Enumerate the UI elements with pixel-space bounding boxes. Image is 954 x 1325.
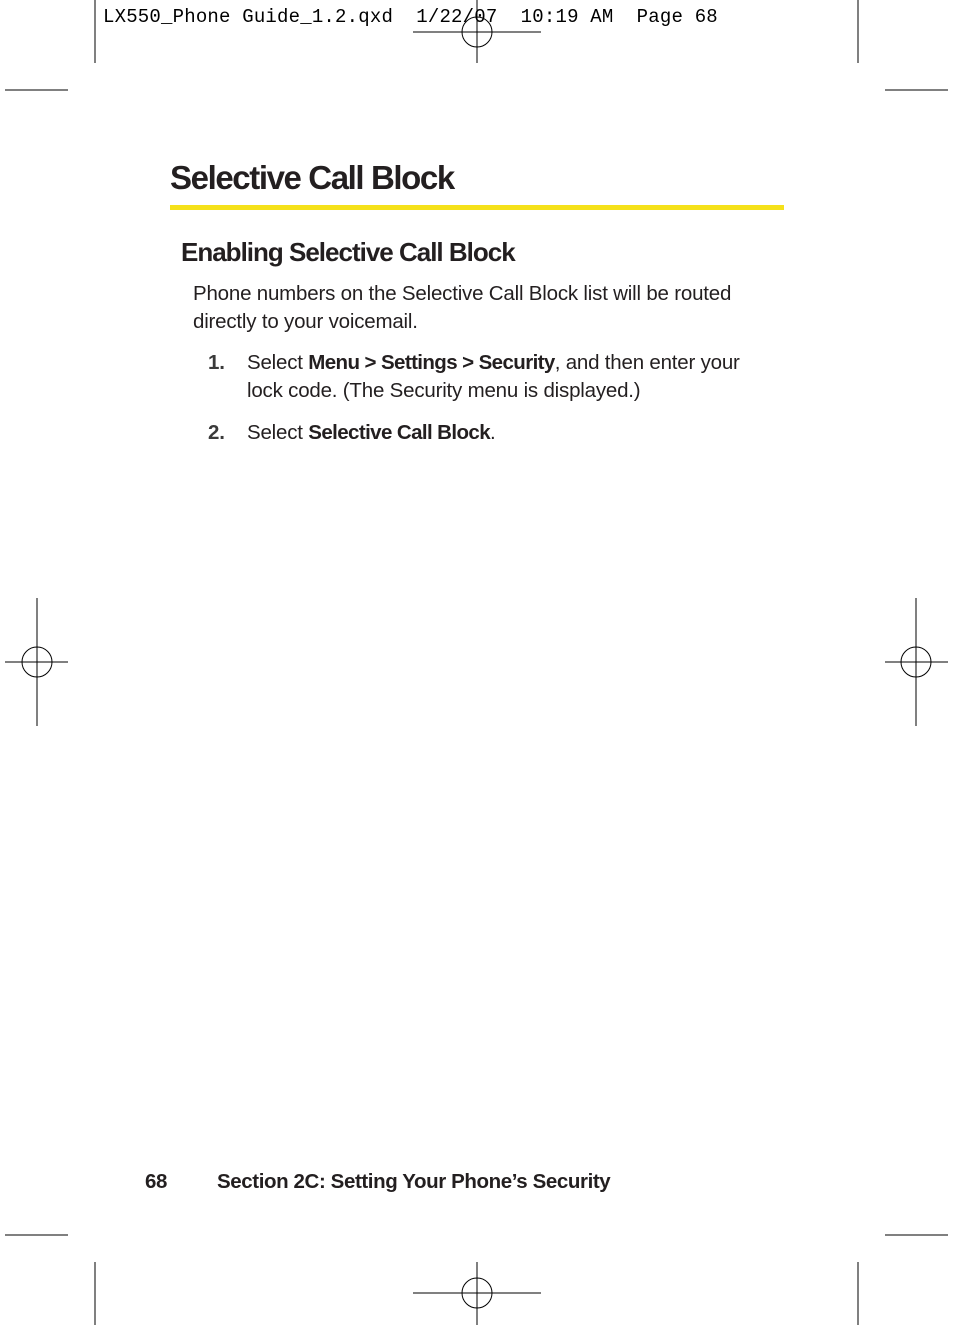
intro-paragraph: Phone numbers on the Selective Call Block list will be routed directly to your voicemail. [193,282,732,333]
menu-path: Menu > Settings > Security [308,351,555,374]
footer-section-title: Section 2C: Setting Your Phone’s Security [217,1170,611,1193]
step-prefix: Select [247,351,309,374]
footer-page-number: 68 [145,1170,168,1193]
registration-mark-right [885,598,948,726]
registration-mark-top [413,0,541,63]
step-item [208,419,768,447]
step-suffix: . [490,421,496,444]
title-underline-rule [170,205,784,210]
step-suffix: , and then enter your lock code. (The Security menu is displayed.) [247,351,740,402]
menu-option: Selective Call Block [308,421,490,444]
page-title: Selective Call Block [170,159,454,196]
step-number: 1. [208,351,225,374]
print-slug: LX550_Phone Guide_1.2.qxd 1/22/07 10:19 AM Page 68 [103,6,718,28]
registration-mark-left [5,598,68,726]
registration-mark-bottom [413,1262,541,1325]
step-number: 2. [208,421,225,444]
section-subtitle: Enabling Selective Call Block [181,237,515,267]
step-prefix: Select [247,421,309,444]
step-text [247,419,768,447]
step-item [208,349,768,405]
step-text [247,349,768,405]
